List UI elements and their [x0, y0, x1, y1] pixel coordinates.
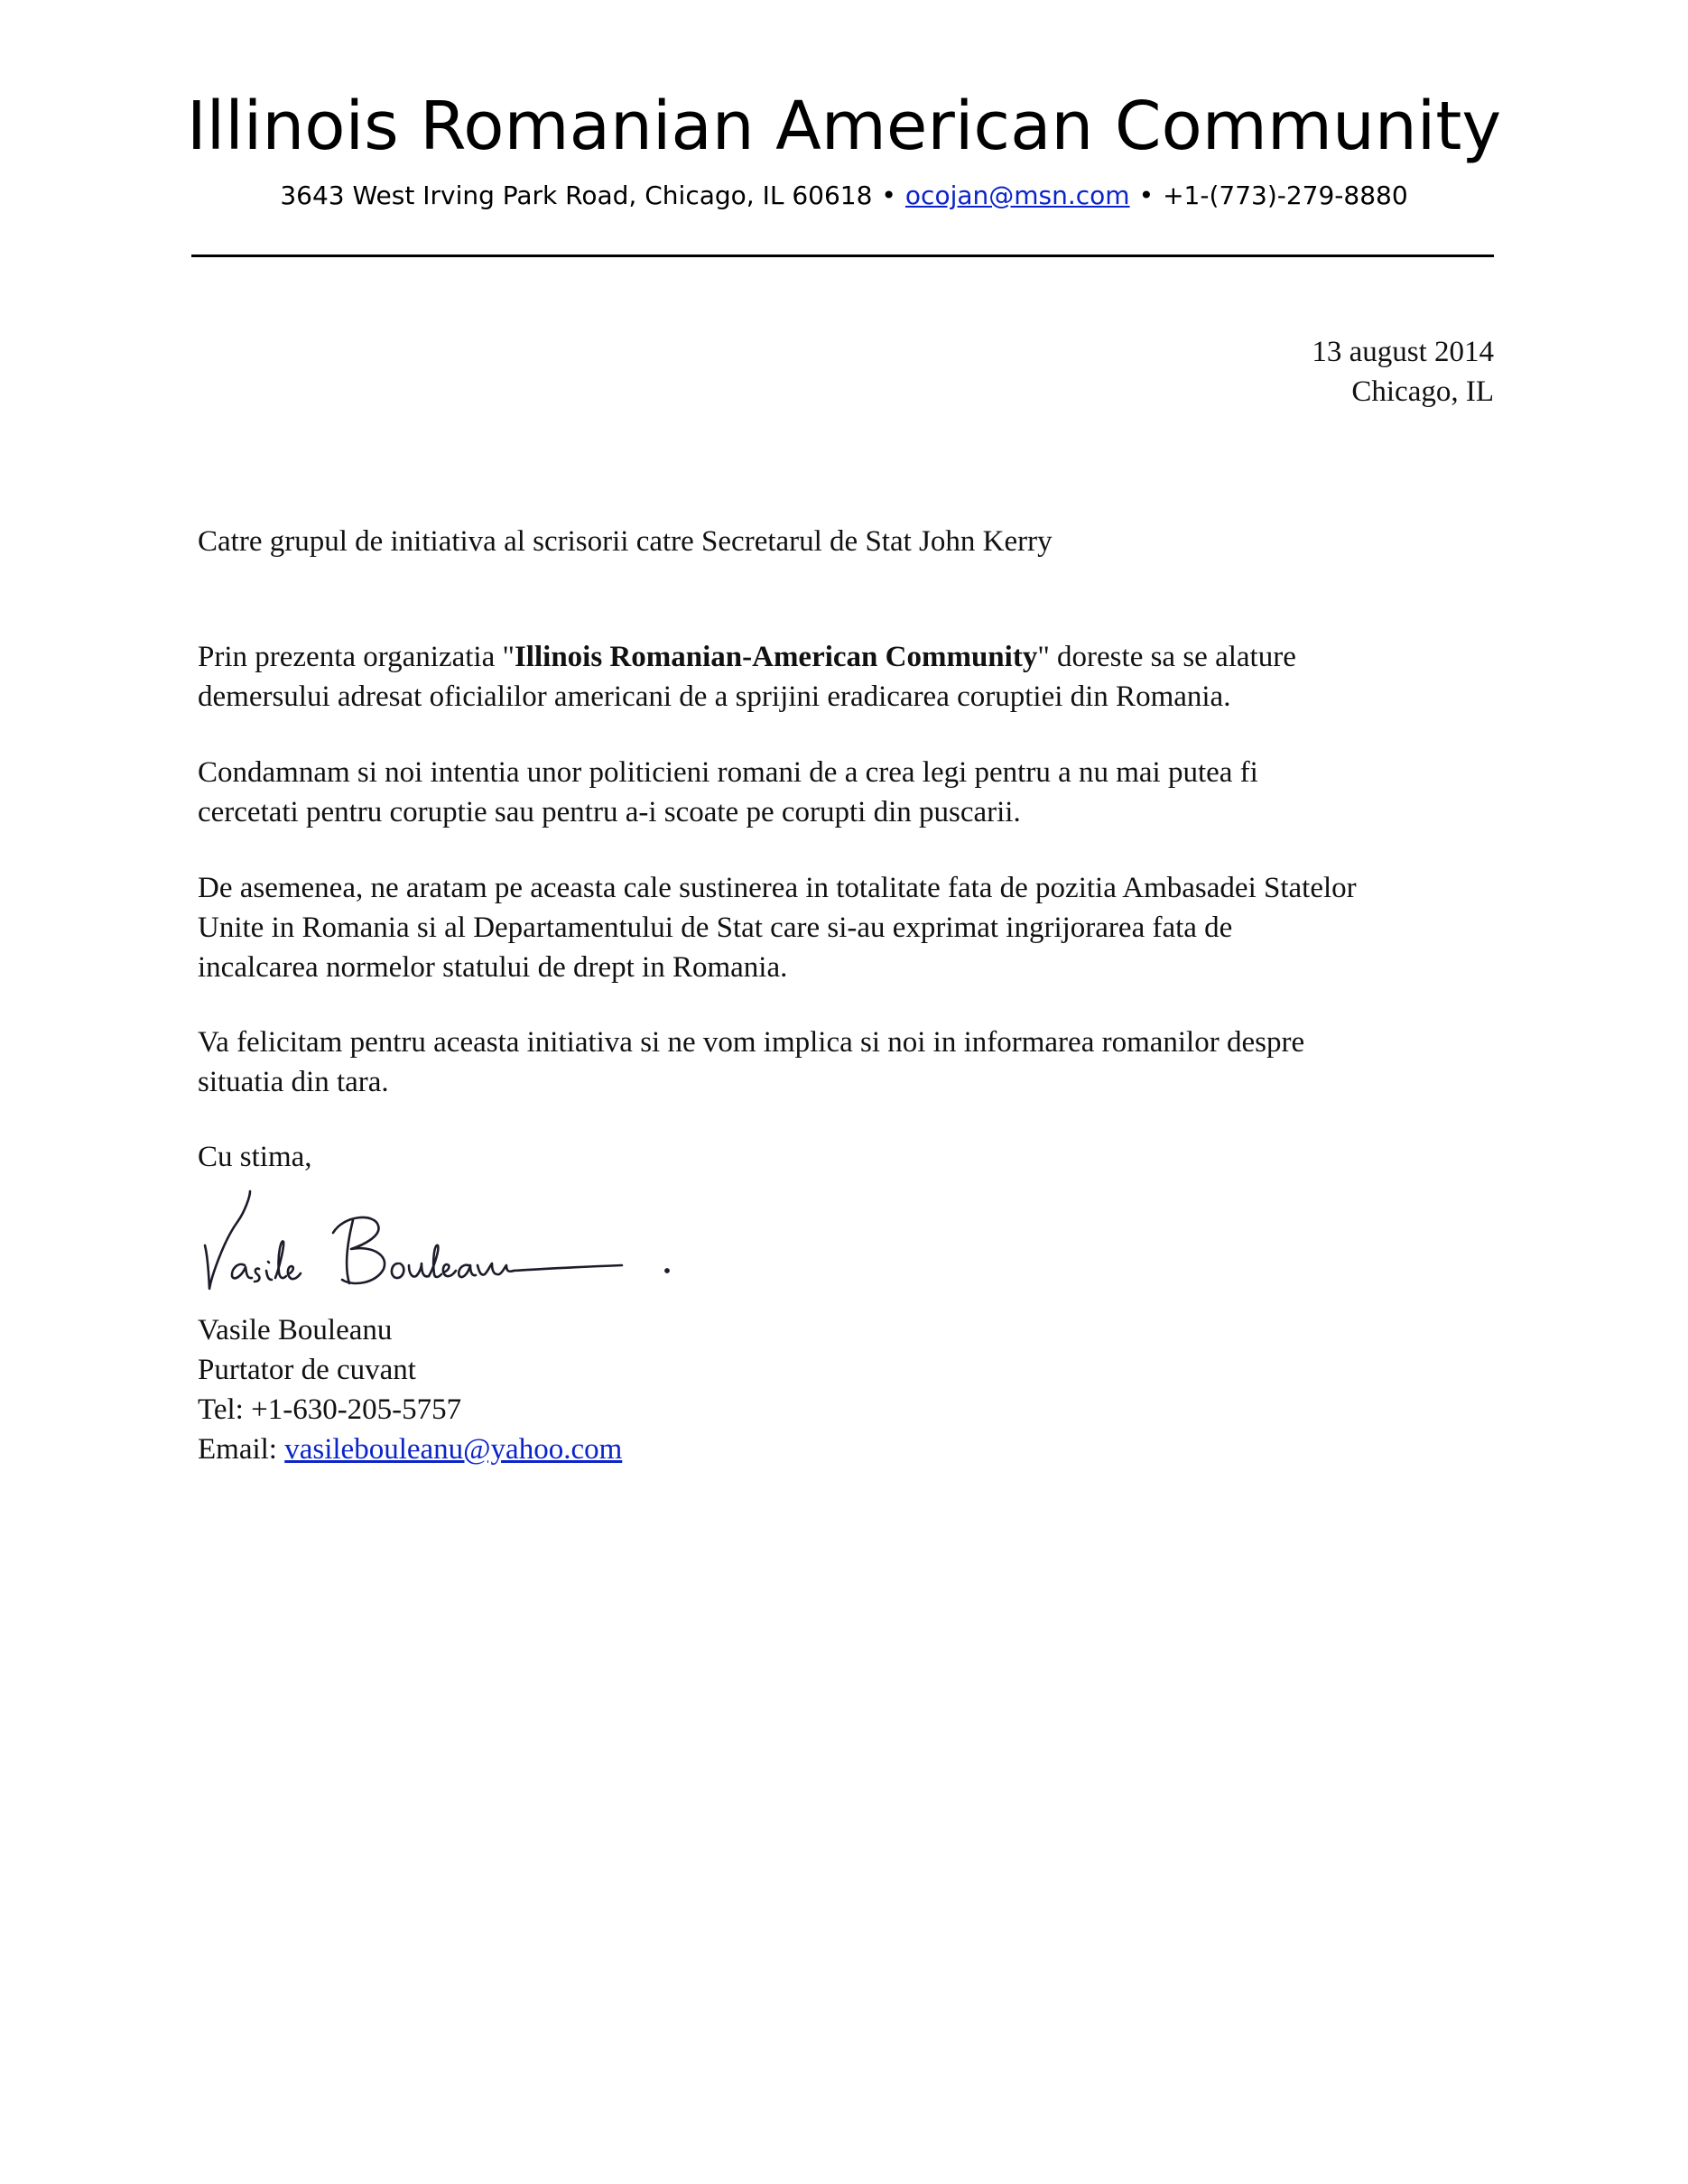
signer-title: Purtator de cuvant: [198, 1354, 416, 1386]
letterhead-title: Illinois Romanian American Community: [186, 88, 1502, 165]
bullet-separator: •: [881, 180, 896, 210]
handwritten-signature: [198, 1189, 685, 1307]
letterhead-phone: +1-(773)-279-8880: [1163, 180, 1408, 210]
body-paragraph-2: [198, 753, 1498, 832]
salutation: Catre grupul de initiativa al scrisorii catre Secretarul de Stat John Kerry: [198, 525, 1053, 558]
bullet-separator: •: [1138, 180, 1155, 210]
signer-phone-row: [198, 1390, 622, 1430]
signer-phone: +1-630-205-5757: [251, 1393, 462, 1426]
phone-label: Tel:: [198, 1393, 244, 1426]
signer-email-link[interactable]: vasilebouleanu@yahoo.com: [284, 1433, 623, 1466]
paragraph-line: De asemenea, ne aratam pe aceasta cale sustinerea in totalitate fata de pozitia Ambasadei Statelor: [198, 872, 1357, 904]
text-run: " doreste sa se alature: [1037, 641, 1296, 673]
signer-email-row: [198, 1430, 622, 1469]
date-block: [1312, 332, 1494, 412]
letter-date: 13 august 2014: [1312, 336, 1494, 368]
body-paragraph-4: [198, 1023, 1498, 1102]
body-paragraph-3: [198, 868, 1498, 987]
paragraph-line: Unite in Romania si al Departamentului de Stat care si-au exprimat ingrijorarea fata de: [198, 912, 1233, 944]
paragraph-line: incalcarea normelor statului de drept in Romania.: [198, 951, 788, 984]
paragraph-line: Condamnam si noi intentia unor politicieni romani de a crea legi pentru a nu mai putea fi: [198, 756, 1258, 789]
body-paragraph-1: [198, 637, 1498, 717]
paragraph-line: situatia din tara.: [198, 1066, 389, 1098]
paragraph-line: [198, 637, 1498, 677]
paragraph-line: cercetati pentru coruptie sau pentru a-i scoate pe corupti din puscarii.: [198, 796, 1021, 828]
letterhead-contact: [0, 180, 1688, 211]
letter-place: Chicago, IL: [1351, 375, 1494, 408]
organization-name-bold: Illinois Romanian-American Community: [514, 641, 1038, 673]
letterhead-address: 3643 West Irving Park Road, Chicago, IL 60618: [280, 180, 873, 210]
letterhead-email-link[interactable]: ocojan@msn.com: [904, 180, 1130, 210]
letterhead-divider: [191, 254, 1494, 257]
closing: Cu stima,: [198, 1141, 312, 1173]
paragraph-line: demersului adresat oficialilor americani de a sprijini eradicarea coruptiei din Romania.: [198, 680, 1231, 713]
email-label: Email:: [198, 1433, 277, 1466]
text-run: Prin prezenta organizatia ": [198, 641, 515, 673]
signer-block: [198, 1310, 622, 1469]
paragraph-line: Va felicitam pentru aceasta initiativa si ne vom implica si noi in informarea romanilor despre: [198, 1026, 1305, 1059]
signer-name: Vasile Bouleanu: [198, 1314, 393, 1346]
